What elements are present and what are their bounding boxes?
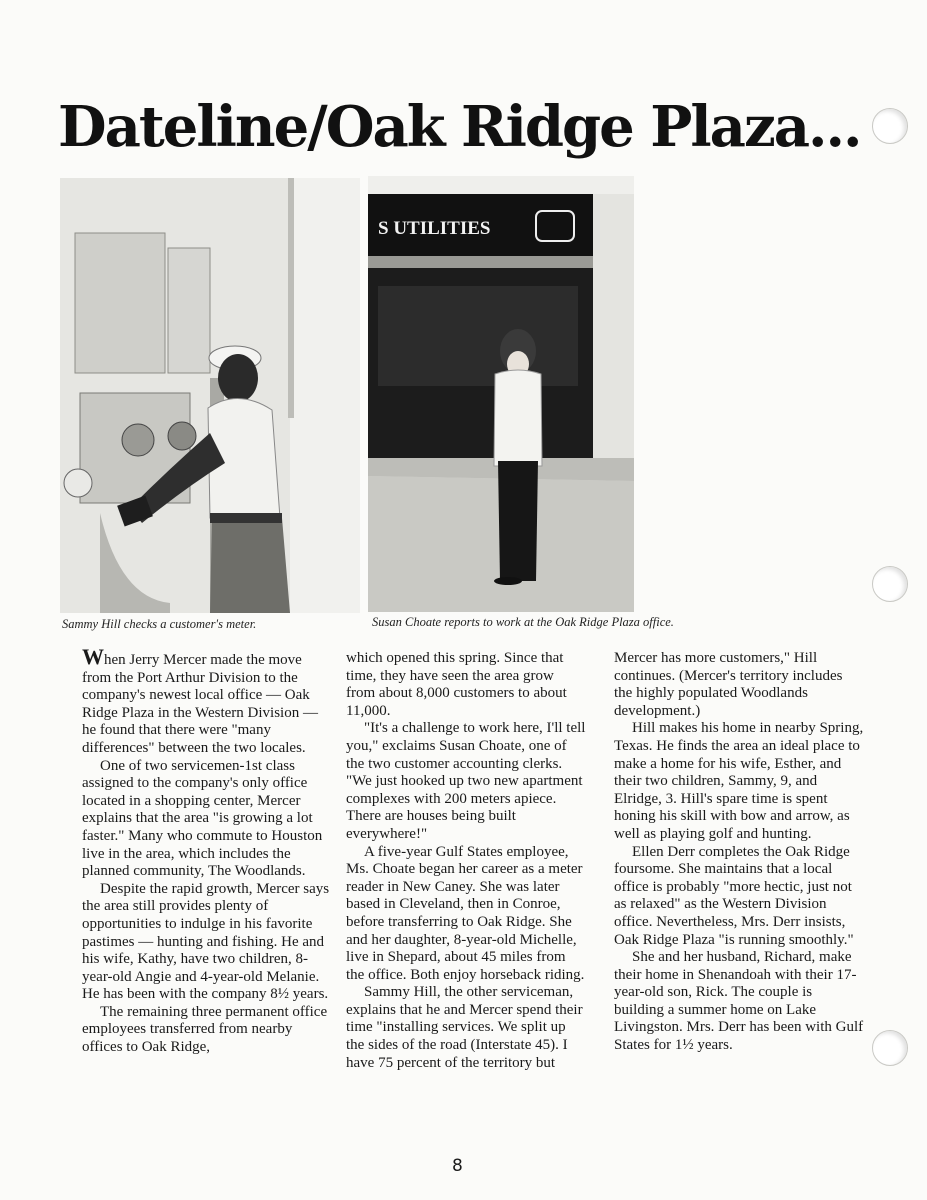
- page-title: Dateline/Oak Ridge Plaza...: [58, 94, 861, 160]
- page-number: 8: [452, 1156, 463, 1176]
- article-column-3: [614, 650, 864, 1055]
- meter-reader-photo: [60, 178, 360, 613]
- paragraph: Despite the rapid growth, Mercer says the area still provides plenty of opportunities to indulge in his favorite pastimes — hunting and fishing. He and his wife, Kathy, have two children, 8-year-old Angie and 4-year-old Melanie. He has been with the company 8½ years.: [82, 880, 330, 1003]
- paragraph: Sammy Hill, the other serviceman, explains that he and Mercer spend their time "installing services. We split up the sides of the road (Interstate 45). I have 75 percent of the territory but: [346, 984, 583, 1071]
- utilities-sign-text: S UTILITIES: [378, 218, 491, 239]
- paragraph: Mercer has more customers," Hill continues. (Mercer's territory includes the highly populated Woodlands development.): [614, 650, 843, 719]
- binder-hole: [872, 566, 908, 602]
- binder-hole: [872, 108, 908, 144]
- paragraph: Ellen Derr completes the Oak Ridge foursome. She maintains that a local office is probably "more hectic, just not as relaxed" as the Western Division office. Nevertheless, Mrs. Derr insists, Oak Ridge Plaza "is running smoothly.": [614, 843, 854, 948]
- drop-cap: W: [82, 644, 104, 669]
- paragraph: "It's a challenge to work here, I'll tell you," exclaims Susan Choate, one of the two customer accounting clerks. "We just hooked up two new apartment complexes with 200 meters apiece. There are houses being built everywhere!": [346, 720, 586, 842]
- paragraph: Hill makes his home in nearby Spring, Texas. He finds the area an ideal place to make a home for his wife, Esther, and their two children, Sammy, 9, and Elridge, 3. Hill's spare time is spent honing his skill with bow and arrow, as well as playing golf and hunting.: [614, 720, 864, 842]
- paragraph: When Jerry Mercer made the move from the Port Arthur Division to the company's newest local office — Oak Ridge Plaza in the Western Division — he found that there were "many differences" between the two locales.: [82, 644, 318, 756]
- article-column-1: [82, 644, 332, 1057]
- photo-caption-left: Sammy Hill checks a customer's meter.: [62, 617, 257, 631]
- paragraph: The remaining three permanent office employees transferred from nearby offices to Oak Ridge,: [82, 1003, 328, 1056]
- paragraph: which opened this spring. Since that time, they have seen the area grow from about 8,000 customers to about 11,000.: [346, 650, 567, 719]
- binder-hole: [872, 1030, 908, 1066]
- photo-caption-right: Susan Choate reports to work at the Oak Ridge Plaza office.: [372, 615, 674, 629]
- office-storefront-photo: [368, 176, 634, 612]
- paragraph: She and her husband, Richard, make their home in Shenandoah with their 17-year-old son, Rick. The couple is building a summer home on Lake Livingston. Mrs. Derr has been with Gulf States for 1½ years.: [614, 949, 864, 1054]
- paragraph: One of two servicemen-1st class assigned to the company's only office located in a shopping center, Mercer explains that the area "is growing a lot faster." Many who commute to Houston live in the area, which includes the planned community, The Woodlands.: [82, 757, 323, 880]
- article-column-2: [346, 650, 586, 1072]
- paragraph: A five-year Gulf States employee, Ms. Choate began her career as a meter reader in New Caney. She was later based in Cleveland, then in Conroe, before transferring to Oak Ridge. She and her daughter, 8-year-old Michelle, live in Shepard, about 45 miles from the office. Both enjoy horseback riding.: [346, 843, 585, 983]
